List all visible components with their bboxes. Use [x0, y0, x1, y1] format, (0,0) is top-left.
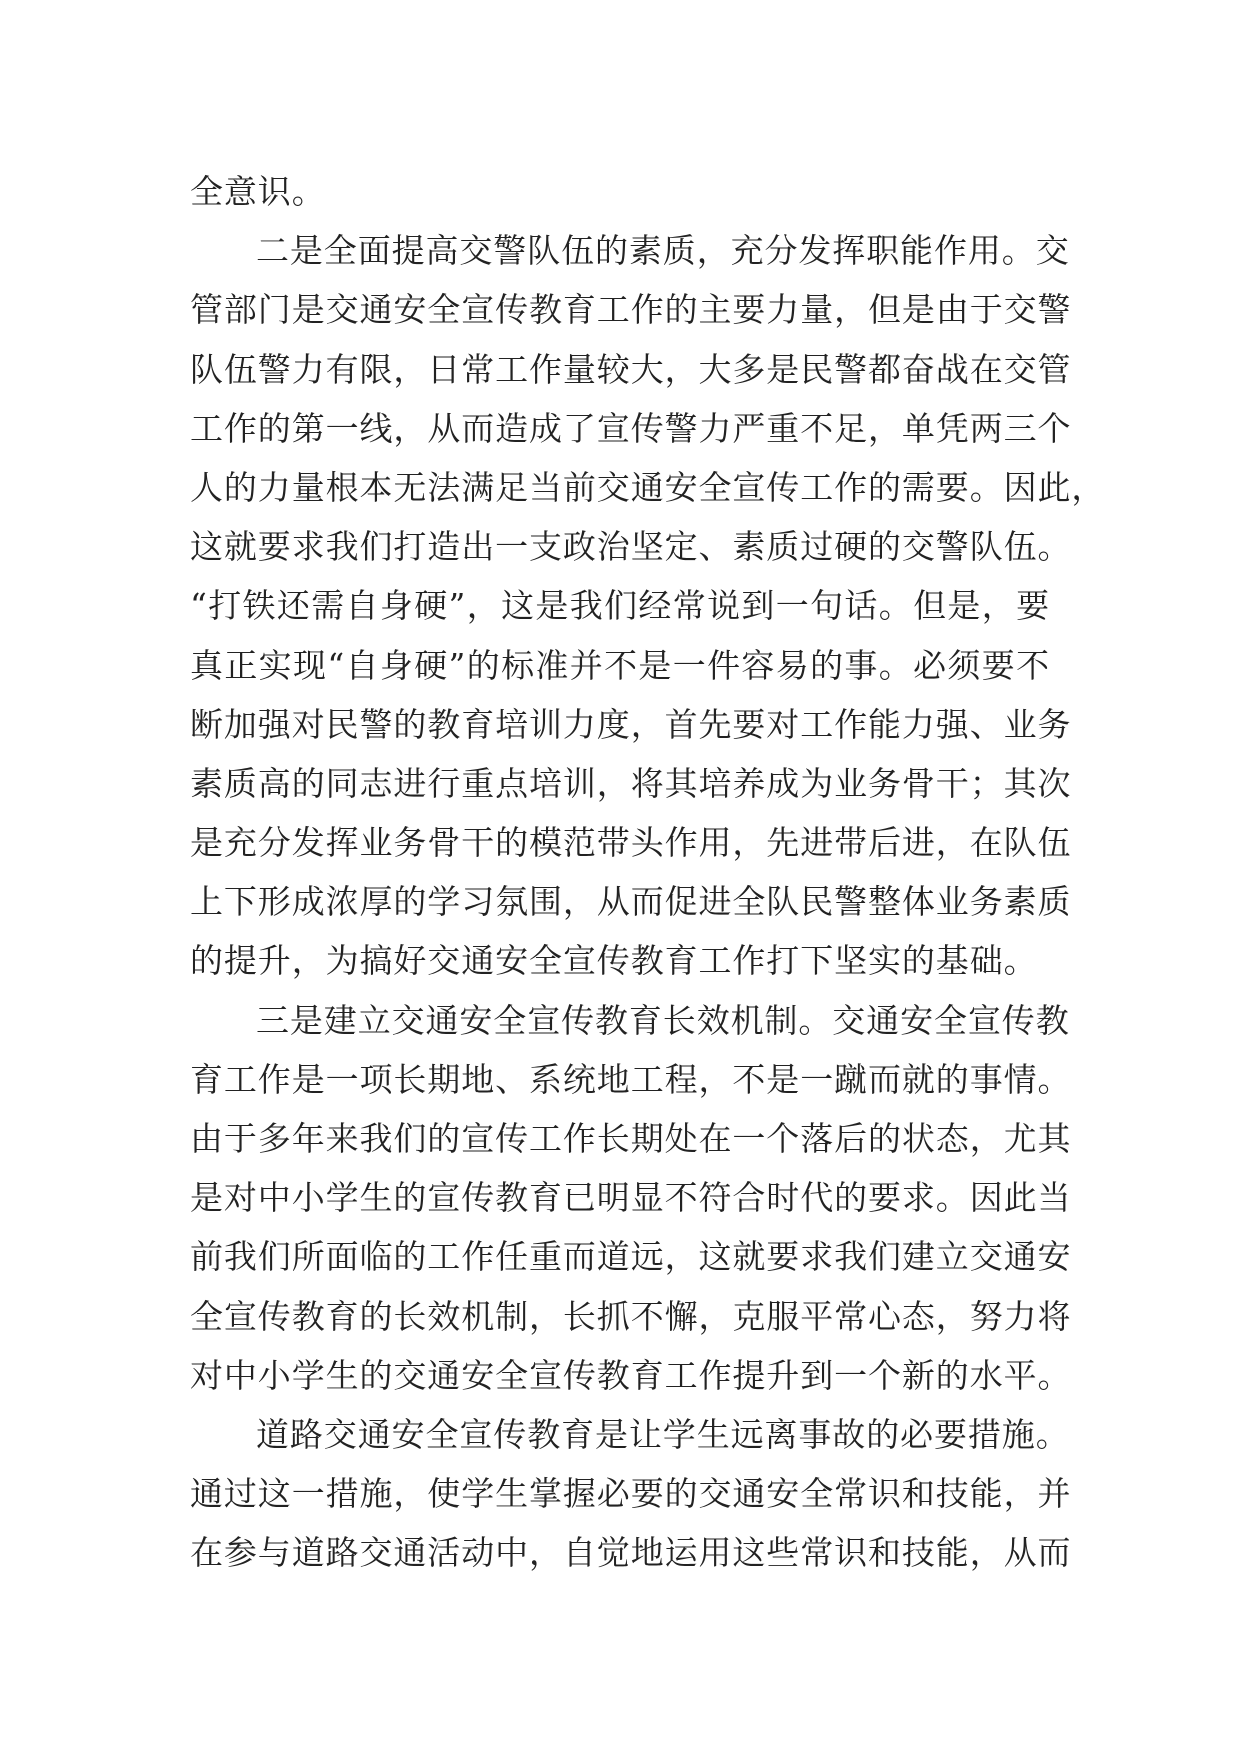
text-line: 的提升，为搞好交通安全宣传教育工作打下坚实的基础。 — [190, 941, 1038, 981]
text-line: 上下形成浓厚的学习氛围，从而促进全队民警整体业务素质 — [190, 882, 1072, 922]
paragraph-3-first-line: 三是建立交通安全宣传教育长效机制。交通安全宣传教 — [256, 1000, 1070, 1040]
text-line: 人的力量根本无法满足当前交通安全宣传工作的需要。因此， — [190, 467, 1106, 507]
text-line: 这就要求我们打造出一支政治坚定、素质过硬的交警队伍。 — [190, 527, 1072, 567]
text-line: 育工作是一项长期地、系统地工程，不是一蹴而就的事情。 — [190, 1059, 1072, 1099]
text-line: 全宣传教育的长效机制，长抓不懈，克服平常心态，努力将 — [190, 1296, 1072, 1336]
text-line: 对中小学生的交通安全宣传教育工作提升到一个新的水平。 — [190, 1355, 1072, 1395]
text-line: “打铁还需自身硬”，这是我们经常说到一句话。但是，要 — [190, 586, 1050, 626]
text-line: 管部门是交通安全宣传教育工作的主要力量，但是由于交警 — [190, 290, 1072, 330]
paragraph-4-first-line: 道路交通安全宣传教育是让学生远离事故的必要措施。 — [256, 1414, 1070, 1454]
document-body — [190, 162, 1106, 1583]
text-line: 前我们所面临的工作任重而道远，这就要求我们建立交通安 — [190, 1237, 1072, 1277]
text-line: 断加强对民警的教育培训力度，首先要对工作能力强、业务 — [190, 704, 1072, 744]
paragraph-2-first-line: 二是全面提高交警队伍的素质，充分发挥职能作用。交 — [256, 231, 1070, 271]
text-line: 工作的第一线，从而造成了宣传警力严重不足，单凭两三个 — [190, 408, 1072, 448]
text-line: 在参与道路交通活动中，自觉地运用这些常识和技能，从而 — [190, 1533, 1072, 1573]
text-line: 素质高的同志进行重点培训，将其培养成为业务骨干；其次 — [190, 763, 1072, 803]
text-line: 由于多年来我们的宣传工作长期处在一个落后的状态，尤其 — [190, 1119, 1072, 1158]
text-line: 是充分发挥业务骨干的模范带头作用，先进带后进，在队伍 — [190, 823, 1072, 863]
text-line: 队伍警力有限，日常工作量较大，大多是民警都奋战在交管 — [190, 349, 1072, 389]
text-line: 全意识。 — [190, 172, 326, 211]
text-line: 通过这一措施，使学生掌握必要的交通安全常识和技能，并 — [190, 1474, 1072, 1514]
text-line: 是对中小学生的宣传教育已明显不符合时代的要求。因此当 — [190, 1178, 1072, 1218]
text-line: 真正实现“自身硬”的标准并不是一件容易的事。必须要不 — [190, 645, 1050, 685]
